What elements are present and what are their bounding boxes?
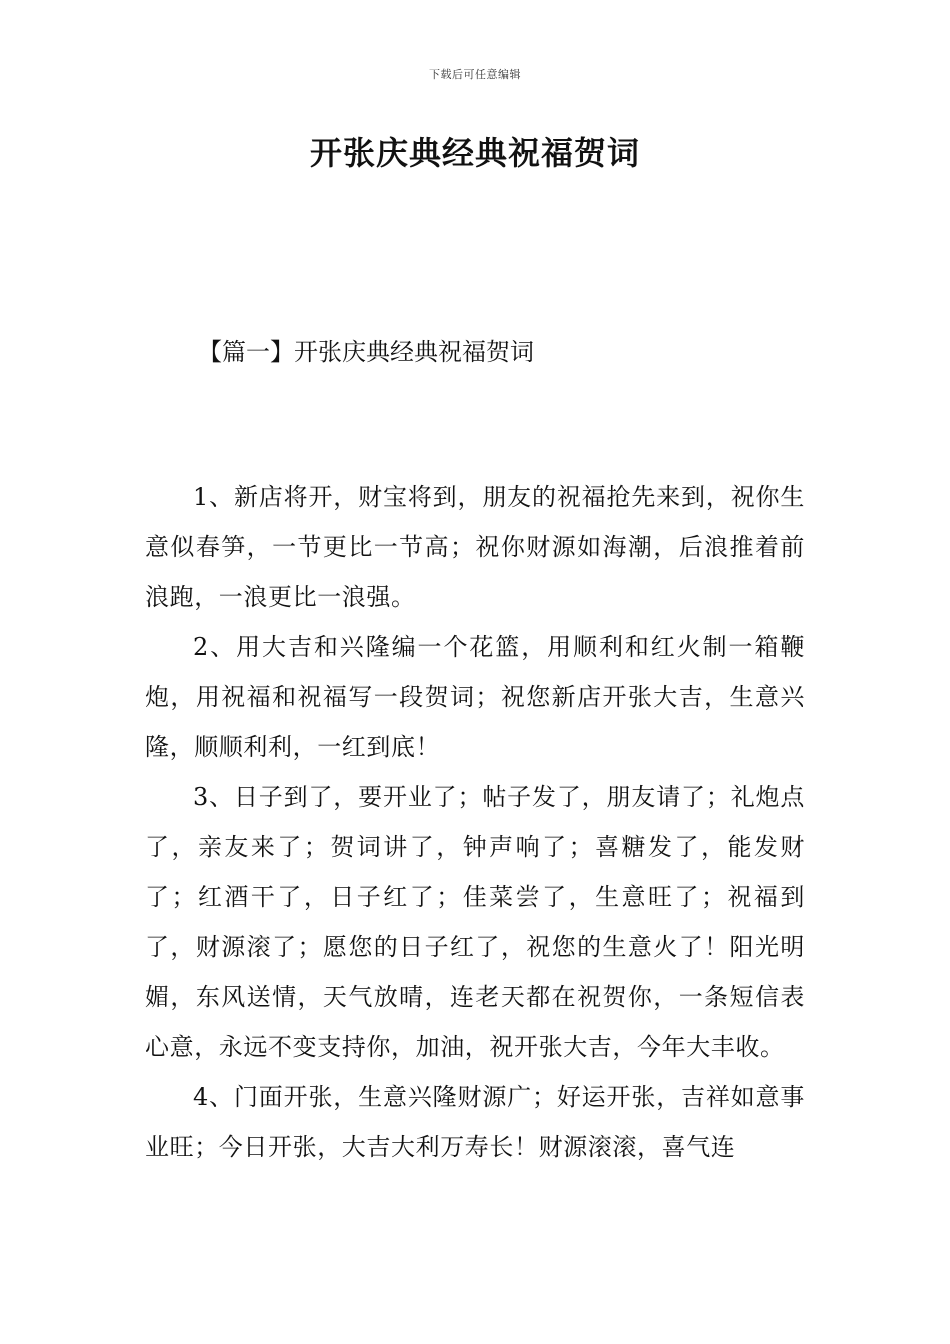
paragraph-4: 4、门面开张，生意兴隆财源广；好运开张，吉祥如意事业旺；今日开张，大吉大利万寿长！财源滚滚，喜气连 bbox=[145, 1083, 805, 1161]
document-body bbox=[145, 472, 805, 1172]
paragraph-3: 3、日子到了，要开业了；帖子发了，朋友请了；礼炮点了，亲友来了；贺词讲了，钟声响了；喜糖发了，能发财了；红酒干了，日子红了；佳菜尝了，生意旺了；祝福到了，财源滚了；愿您的日子红了，祝您的生意火了！阳光明媚，东风送情，天气放晴，连老天都在祝贺你，一条短信表心意，永远不变支持你，加油，祝开张大吉，今年大丰收。 bbox=[145, 783, 805, 1061]
header-note: 下载后可任意编辑 bbox=[429, 68, 521, 81]
section-heading: 【篇一】开张庆典经典祝福贺词 bbox=[198, 338, 534, 366]
document-title: 开张庆典经典祝福贺词 bbox=[309, 134, 640, 172]
paragraph-1: 1、新店将开，财宝将到，朋友的祝福抢先来到，祝你生意似春笋，一节更比一节高；祝你财源如海潮，后浪推着前浪跑，一浪更比一浪强。 bbox=[145, 483, 805, 611]
paragraph-2: 2、用大吉和兴隆编一个花篮，用顺利和红火制一箱鞭炮，用祝福和祝福写一段贺词；祝您新店开张大吉，生意兴隆，顺顺利利，一红到底！ bbox=[145, 633, 805, 761]
